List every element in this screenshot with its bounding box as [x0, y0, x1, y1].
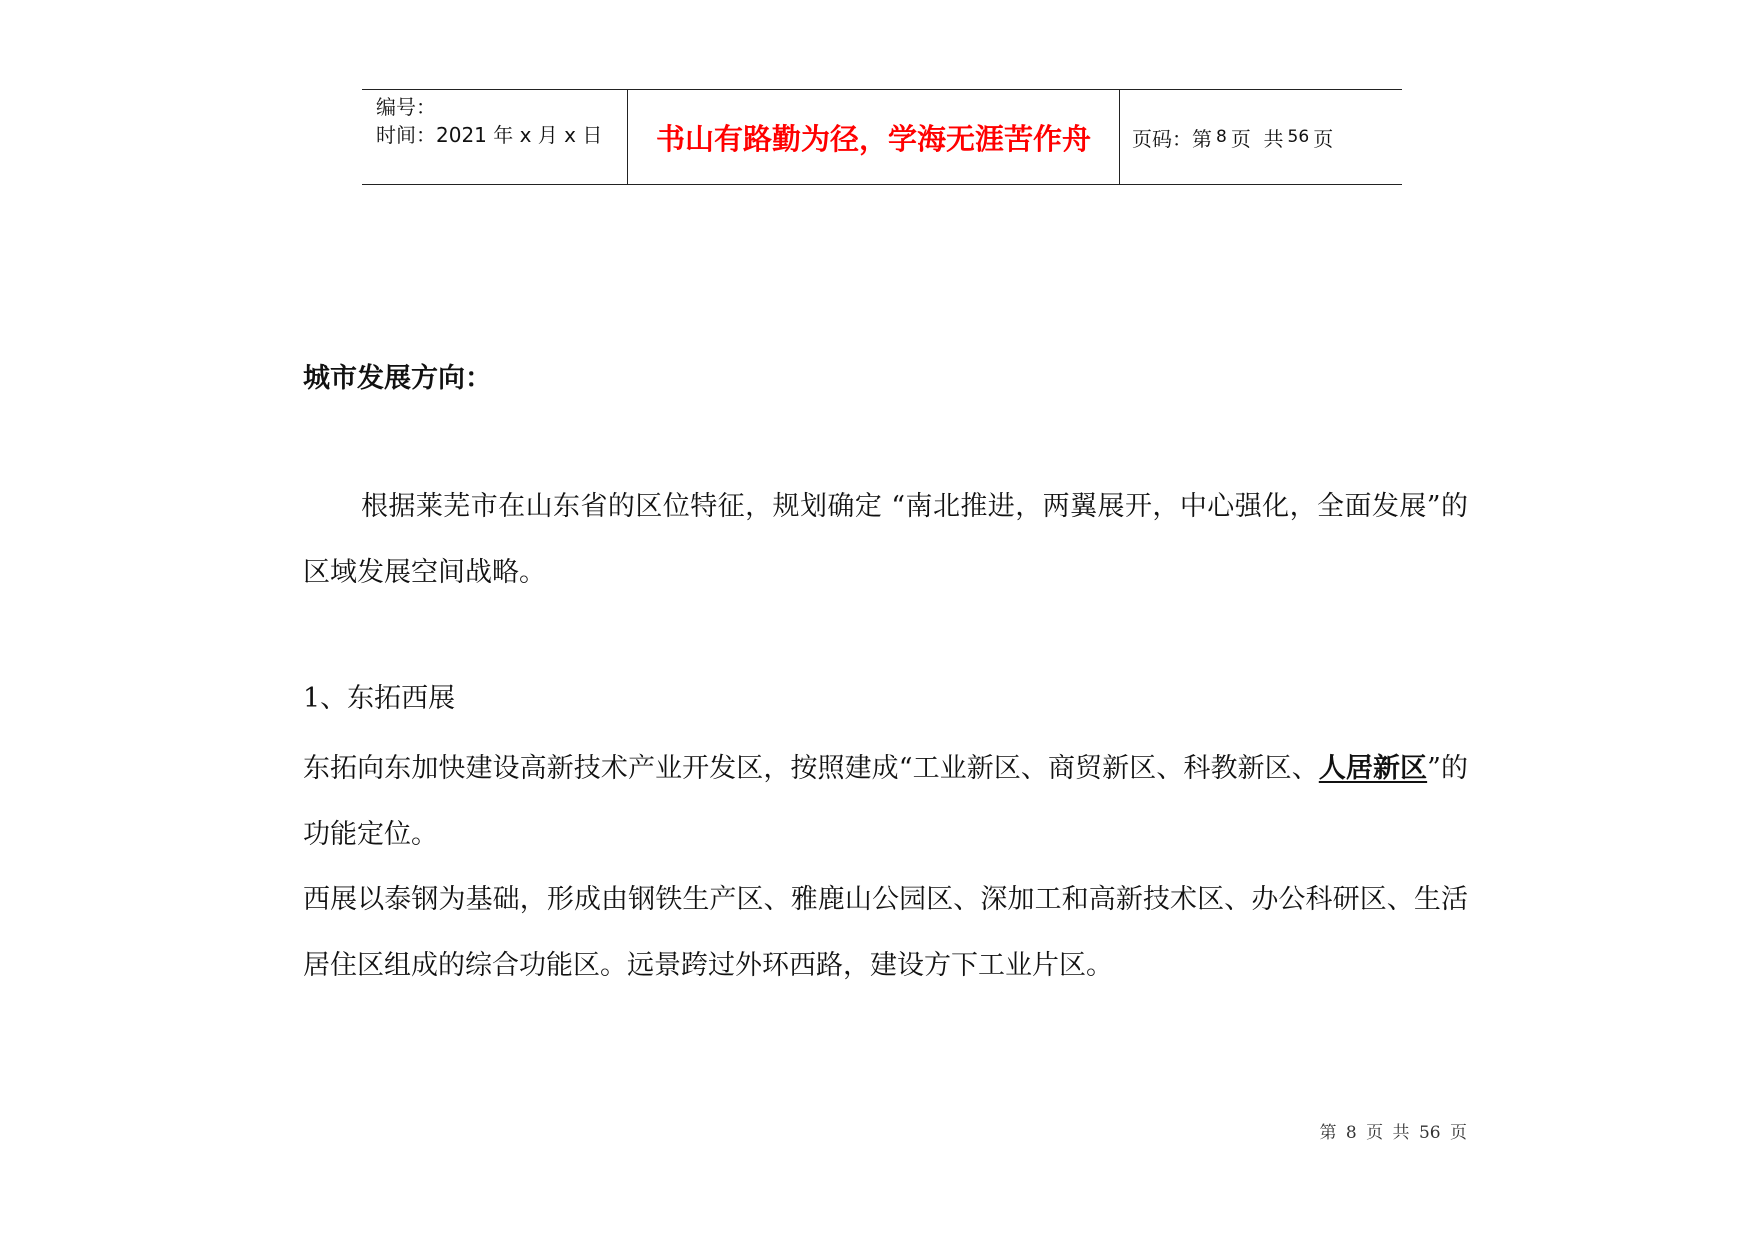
page-prefix: 页码：第 — [1132, 126, 1212, 151]
header-table — [362, 89, 1402, 185]
motto-text: 书山有路勤为径，学海无涯苦作舟 — [655, 121, 1091, 156]
para2-text-after: ”的功能定位。 — [303, 753, 1469, 850]
section-title: 城市发展方向： — [303, 363, 492, 394]
page-current: 8 — [1216, 127, 1227, 147]
paragraph-east-expansion — [303, 736, 1468, 868]
header-meta-cell — [362, 90, 628, 184]
page-total: 56 — [1287, 127, 1310, 147]
page-footer: 第 8 页 共 56 页 — [1319, 1123, 1467, 1143]
header-page-cell — [1120, 90, 1402, 184]
paragraph-strategy: 根据莱芜市在山东省的区位特征，规划确定 “南北推进，两翼展开，中心强化，全面发展”的区域发展空间战略。 — [303, 491, 1468, 588]
header-motto-cell — [628, 90, 1120, 184]
page-suffix: 页 — [1313, 126, 1334, 151]
serial-label: 编号： — [376, 95, 436, 119]
page-middle: 页 共 — [1230, 126, 1284, 151]
paragraph-west-expansion: 西展以泰钢为基础，形成由钢铁生产区、雅鹿山公园区、深加工和高新技术区、办公科研区、生活居住区组成的综合功能区。远景跨过外环西路，建设方下工业片区。 — [303, 884, 1468, 981]
time-label: 时间：2021 年 x 月 x 日 — [376, 123, 603, 147]
emphasis-residential-district: 人居新区 — [1318, 753, 1428, 784]
para2-text-before: 东拓向东加快建设高新技术产业开发区，按照建成“工业新区、商贸新区、科教新区、 — [303, 753, 1319, 784]
item-heading-east-west: 1、东拓西展 — [303, 683, 456, 714]
